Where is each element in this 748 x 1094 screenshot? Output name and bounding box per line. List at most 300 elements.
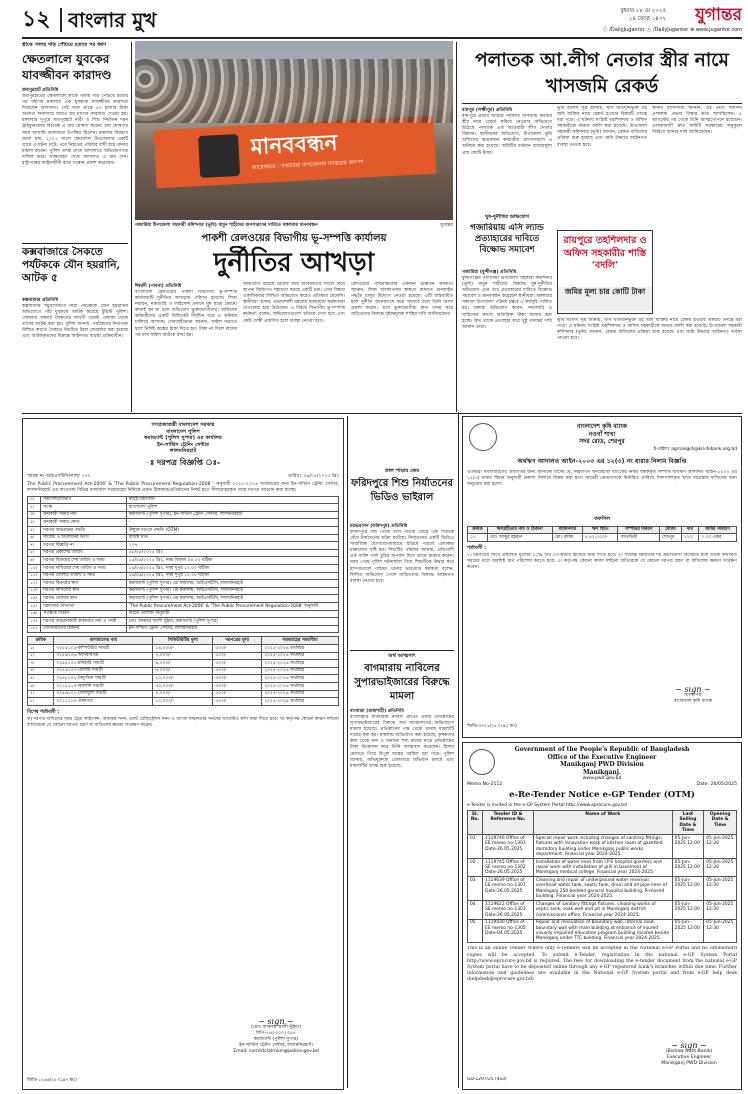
notice-signature	[653, 687, 733, 717]
table-cell: দরপত্র প্রকাশের তারিখ	[41, 549, 126, 557]
table-row	[468, 835, 737, 859]
table-row	[28, 549, 339, 557]
bank-logo	[469, 423, 497, 451]
pwd-letterhead	[467, 746, 737, 776]
table-cell: ৩০,০০০/-	[153, 682, 213, 690]
story-body: স্থানীয় বাসিন্দারা জানান, ওই নেতা দীর্ঘদিন এলাকায় প্রভাব বিস্তার করে আসছিলেন। ৫ আগস্টের পর থেকে তিনি আত্মগোপনে রয়েছেন। এলাকাবাসী দ্রুত জমিটি সরকারের অনুকূলে ফিরিয়ে আনার দাবি জানিয়েছেন।	[652, 106, 742, 136]
story-byline: ঈশ্বরদী (পাবনা) প্রতিনিধি	[135, 284, 182, 289]
column-header: Sl. No.	[468, 811, 483, 835]
notice-line: Manikganj.	[582, 768, 622, 776]
table-cell: যোগাযোগের ঠিকানা	[41, 625, 126, 633]
table-row	[28, 667, 339, 675]
table-cell: Installation of water lines from I.P.S hospital quarters and repair work with installation of grill in basement of Manikganj medical college. Financial year 2024-2025.	[533, 859, 672, 877]
table-row	[28, 595, 339, 603]
table-cell: ০.৩৩ একর	[699, 534, 737, 542]
table-cell: ৫০০/-	[213, 644, 262, 652]
table-cell: ৮।	[28, 698, 54, 706]
news-photo	[135, 41, 453, 220]
table-cell: 1119639 Office of EE memo no-1307 Date-26.05.2025	[483, 877, 534, 901]
table-row	[28, 698, 339, 706]
divider	[22, 243, 128, 244]
bank-email[interactable]: ই-মেইলঃ agrnaogsh@krishibank.org.bd	[653, 446, 737, 452]
table-cell: ১৫/০৬/২০২৫ খ্রিঃ, সময় বিকাল ০৪.০০ ঘটিকা	[126, 557, 338, 565]
table-row	[28, 504, 339, 512]
table-cell: ৫০০/-	[213, 667, 262, 675]
notice-gd-number: GD-1297/25 (4x3)	[467, 1077, 507, 1082]
column-header: মৌজা	[659, 526, 681, 534]
story-headline: পলাতক আ.লীগ নেতার স্ত্রীর নামে খাসজমি রেকর্ড	[475, 50, 729, 97]
column-header: সম্পত্তির বিবরণ	[618, 526, 660, 534]
table-cell: Repair and renovation of boundary wall, internal road, boundary wall with main building at entrance of injured visually impaired education program building located beside Manikganj under TTC building. Financial year 2024-2025.	[533, 919, 672, 943]
table-cell: দরপত্র বিক্রয়ের শেষ তারিখ ও সময়	[41, 557, 126, 565]
table-cell: ২০,০০০/-	[153, 675, 213, 683]
table-cell: ৫০০/-	[213, 682, 262, 690]
table-cell: বসতভিটা	[618, 534, 660, 542]
table-cell: 05-Jun-2025 12:30	[704, 919, 737, 943]
story-body: কক্সবাজার সমুদ্রসৈকতে নারী পর্যটককে যৌন হয়রানির অভিযোগে পাঁচ যুবককে আটক করেছে টুরিস্ট পুলিশ। সোমবার সন্ধ্যায় সৈকতের লাবণী পয়েন্ট এলাকা থেকে তাদের আটক করা হয়। পুলিশ জানায়, পর্যটকদের নিরাপত্তা নিশ্চিত করতে সৈকতে নিয়মিত টহল জোরদার করা হয়েছে এবং আটককৃতদের বিরুদ্ধে আইনগত ব্যবস্থা প্রক্রিয়াধীন।	[22, 304, 128, 340]
signer-line: কমান্ড্যান্ট (পুলিশ সুপার)	[253, 1037, 299, 1042]
notice-title: -ঃ দরপত্র বিজ্ঞপ্তি ঃ-	[145, 457, 221, 467]
story-body: রেলওয়ের পশ্চিমাঞ্চলের একজন ঊর্ধ্বতন কর্মকর্তা জানান, লিজ ব্যবস্থাপনায় স্বচ্ছতা আনতে অনলাইন পদ্ধতি চালুর উদ্যোগ নেওয়া হয়েছে। এটি বাস্তবায়িত হলে দুর্নীতি অনেকাংশে কমে আসবে বলে তিনি আশা প্রকাশ করেন। তবে ভুক্তভোগীরা দ্রুত তদন্ত করে জড়িতদের বিরুদ্ধে দৃষ্টান্তমূলক শাস্তির দাবি জানিয়েছেন।	[351, 282, 453, 318]
table-cell: 1119745 Office of SE memo no-1302 Date-26.05.2025	[483, 859, 534, 877]
table-cell: কমান্ড্যান্ট (পুলিশ সুপার), ইন-সার্ভিস ট্রেনিং সেন্টার, লালমনিরহাট	[126, 511, 338, 519]
table-cell: 05-Jun-2025 12:00	[672, 919, 704, 943]
column-header: ঋণগ্রহীতার নাম ও ঠিকানা	[487, 526, 552, 534]
table-header-row	[468, 526, 737, 534]
notice-line: Manikganj PWD Division	[560, 761, 644, 769]
notice-date: তারিখঃ ২৬/০৫/২০২৫ খ্রিঃ	[287, 473, 339, 479]
notice-line: কমান্ড্যান্ট (পুলিশ সুপার) এর কার্যালয়	[144, 435, 222, 441]
notice-line: Government of the People's Republic of Bangladesh	[514, 746, 690, 753]
table-cell: ৮।	[28, 549, 41, 557]
table-cell: ৩২৫৬১০১-খেলাধুলা সামগ্রী	[54, 690, 153, 698]
signer-line: Executive Engineer	[666, 1055, 712, 1060]
table-row	[28, 557, 339, 565]
pull-quote-title: রায়পুরে তহশিলদার ও অফিস সহকারীর শাস্তি ‘বদলি’	[563, 235, 647, 271]
table-cell: 03	[468, 877, 483, 901]
table-cell: 05-Jun-2025 12:00	[672, 877, 704, 901]
notice-line: বাংলাদেশ কৃষি ব্যাংক	[577, 423, 627, 430]
header-rule	[22, 37, 742, 39]
table-cell: 05-Jun-2025 12:30	[704, 877, 737, 901]
brand-logo: যুগান্তর	[695, 5, 742, 25]
terms-title: শর্তাবলী :	[467, 545, 487, 551]
signer-line: ব্যবস্থাপক	[684, 693, 702, 698]
story-body: অভিযোগ রয়েছে রেলের জমি অবৈধভাবে দখলে নিয়ে স্থাপনা নির্মাণেও সহায়তা করছে একটি চক্র। এসব বিষয়ে একাধিকবার লিখিত অভিযোগ করেও প্রতিকার মেলেনি। স্থানীয়রা বলেন, প্রভাবশালী মহলের ছত্রছায়ায় কর্মকর্তারা বেপরোয়া হয়ে উঠেছেন। এ বিষয়ে বিভাগীয় ভূ-সম্পত্তি কর্মকর্তা বলেন, অভিযোগগুলো খতিয়ে দেখা হবে এবং কেউ দোষী প্রমাণিত হলে ব্যবস্থা নেওয়া হবে।	[243, 282, 345, 324]
story-body: রায়পুরে প্রভাব খাটিয়ে সরকারি খাসজমি নিজের স্ত্রীর নামে রেকর্ড করিয়ে নেওয়ার অভিযোগ উঠেছে পলাতক এক আওয়ামী লীগ নেতার বিরুদ্ধে। স্থানীয়দের অভিযোগ, উপজেলা ভূমি অফিসের কয়েকজন কর্মচারীর যোগসাজশে এ অনিয়ম করা হয়েছে। জমিটির বর্তমান বাজারমূল্য প্রায় কোটি টাকা।	[462, 114, 552, 156]
section-title: বাংলার মুখ	[68, 8, 157, 32]
column-header: সিকিউরিটির মূল্য	[153, 637, 213, 645]
pull-quote	[557, 230, 653, 314]
notice-line: লালমনিরহাট	[169, 448, 197, 454]
table-cell: দরপত্র দাখিলের স্থান	[41, 587, 126, 595]
schedule-title: তফসিল	[594, 515, 610, 522]
table-cell: ২০২৫-২০২৬ অর্থবছর	[262, 667, 339, 675]
story-body: ভূমি অফিস সূত্র জানায়, খাস খতিয়ানভুক্ত ওই জমি ব্যক্তির নামে রেকর্ড হওয়ার বিষয়টি তদন্তে ধরা পড়ে। এ ঘটনায় সংশ্লিষ্ট তহশিলদার ও অফিস সহকারীকে অন্যত্র বদলি করা হয়েছে। উপজেলা সহকারী কমিশনার (ভূমি) জানান, রেকর্ড বাতিলের প্রক্রিয়া শুরু হয়েছে এবং জমি উদ্ধারে আইনগত ব্যবস্থা নেওয়া হবে।	[557, 318, 742, 342]
table-cell: -	[126, 519, 338, 527]
table-cell: উন্মুক্ত দরপত্র পদ্ধতি (OTM)	[126, 527, 338, 535]
table-cell: ২।	[28, 652, 54, 660]
twitter-icon: ⓧ	[646, 27, 652, 33]
story-headline: কক্সবাজারে সৈকতে পর্যটককে যৌন হয়রানি, আটক ৫	[22, 246, 121, 284]
table-cell: ৪।	[28, 519, 41, 527]
table-cell: ৫।	[28, 527, 41, 535]
notice-line: ইন-সার্ভিস ট্রেনিং সেন্টার	[157, 441, 209, 448]
banner-title: মানববন্ধন	[250, 129, 339, 161]
issue-date: বুধবার ২৮ মে ২০২৫	[620, 8, 666, 14]
table-cell: ২০২৫-২০২৬ অর্থবছর	[262, 690, 339, 698]
column-header: সরবরাহের সময়সীমা	[262, 637, 339, 645]
column-header: জমির পরিমাণ	[699, 526, 737, 534]
pwd-website[interactable]: www.pwd.gov.bd	[582, 776, 622, 782]
table-row	[468, 534, 737, 542]
story-kicker: ঘুষ-দুর্নীতির অভিযোগ	[485, 214, 529, 220]
table-header-row	[28, 637, 339, 645]
table-cell: মোঃ করিম	[552, 534, 582, 542]
column-header: জামিনদার	[552, 526, 582, 534]
table-cell: ৩২১১১১৭-জ্বালানি সামগ্রী	[54, 682, 153, 690]
table-row	[28, 652, 339, 660]
story-body: বাংলাদেশ রেলওয়ের পাকশী বিভাগীয় ভূ-সম্পত্তি কার্যালয়টি দুর্নীতির আখড়ায় পরিণত হয়েছে। লিজ নবায়ন, নামজারি ও লাইসেন্স প্রদানে ঘুষ ছাড়া কোনো কাজই হয় না বলে অভিযোগ ভুক্তভোগীদের। অফিসের কর্মচারীদের একটি সিন্ডিকেট দীর্ঘদিন ধরে এ অনিয়ম চালিয়ে আসছে। সেবাগ্রহীতারা জানান, ফাইল নড়াতে হলে নির্দিষ্ট অঙ্কের টাকা দিতে হয়। টাকা না দিলে মাসের পর মাস ফাইল আটকে রাখা হয়।	[135, 290, 237, 338]
column-rule	[131, 42, 132, 412]
notice-memo: Memo No-2112	[467, 782, 503, 788]
table-row	[28, 682, 339, 690]
table-cell: ২০২৫-২০২৬ অর্থবছর	[262, 644, 339, 652]
table-cell: 1119746 Office of EE memo no-1303 Date-26.05.2025	[483, 835, 534, 859]
story-body: ফরিদপুরে গাছ থেকে তাল পাড়ার জেরে এক শিশুকে বেঁধে নির্যাতনের ঘটনা ঘটেছে। নির্যাতনের একটি ভিডিও সামাজিক যোগাযোগমাধ্যমে ছড়িয়ে পড়লে এলাকায় চাঞ্চল্যের সৃষ্টি হয়। শিশুটির পরিবার জানায়, প্রতিবেশী এক ব্যক্তি তাল চুরির অপবাদ দিয়ে তাকে মারধর করেন। খবর পেয়ে পুলিশ ঘটনাস্থলে গিয়ে শিশুটিকে উদ্ধার করে হাসপাতালে পাঠায়। থানার ভারপ্রাপ্ত কর্মকর্তা বলেন, লিখিত অভিযোগ পেলে জড়িতদের বিরুদ্ধে আইনগত ব্যবস্থা নেওয়া হবে।	[350, 530, 454, 584]
table-row	[28, 587, 339, 595]
table-row	[28, 496, 339, 504]
table-cell: ৩২৫৫১০১-মনিহারি সামগ্রী	[54, 660, 153, 668]
story-byline: কক্সবাজার প্রতিনিধি	[22, 298, 59, 303]
column-header: দাগ	[681, 526, 698, 534]
table-cell: ৫,৪২,০০০/-	[582, 534, 618, 542]
column-header: ক্রমিক	[28, 637, 54, 645]
table-cell: ৫০০/-	[213, 690, 262, 698]
table-cell: ৭,০০০/-	[153, 652, 213, 660]
tender-table	[467, 810, 737, 943]
table-cell: 05-Jun-2025 12:00	[672, 835, 704, 859]
table-row	[28, 644, 339, 652]
story-kicker: স্ত্রীকে গলায় দড়ি পেঁচিয়ে হত্যার পর ধর্ষণ	[22, 42, 107, 48]
header-divider	[60, 8, 62, 32]
table-cell: ৩২৫৬১০৩-ধোলাই সামগ্রী	[54, 667, 153, 675]
signature-mark: ~ sign ~	[258, 1019, 294, 1026]
table-cell: ক্রয়কারী সত্তার কোড	[41, 519, 126, 527]
table-cell: স্বরাষ্ট্র মন্ত্রণালয়	[126, 496, 338, 504]
signer-line: বিপি-৭৬০৩০০২৩৫৪	[256, 1031, 296, 1036]
table-row	[28, 580, 339, 588]
column-header: ক্রমিক	[468, 526, 488, 534]
notice-line: নওগাঁ শাখা	[588, 430, 616, 438]
table-row	[28, 572, 339, 580]
table-cell: ২০২৫-২০২৬ অর্থবছর	[262, 682, 339, 690]
signature-mark: ~ sign ~	[675, 687, 711, 694]
table-cell: 05-Jun-2025 12:30	[704, 859, 737, 877]
story-byline: জয়পুরহাট প্রতিনিধি	[22, 88, 59, 93]
table-cell: 05-Jun-2025 12:30	[704, 901, 737, 919]
photo-caption: গজারিয়া উপজেলা সহকারী কমিশনার (ভূমি) মামুন শাহীদের অপসারণের দাবিতে মঙ্গলবার মানববন্ধন	[135, 223, 318, 228]
table-cell: ৭।	[28, 690, 54, 698]
table-cell: ১৬/০৬/২০২৫ খ্রিঃ, সময় দুপুর ১২.৩০ ঘটিকা	[126, 572, 338, 580]
table-cell: 01	[468, 835, 483, 859]
issue-date-alt: ১৪ জ্যৈষ্ঠ ১৪৩২	[628, 16, 666, 22]
table-cell: ৩২৫৮১০২-বৈদ্যুতিক সামগ্রী	[54, 675, 153, 683]
table-cell: ৩২৫৬১০৬-আসবাবপত্র	[54, 652, 153, 660]
table-row	[28, 565, 339, 573]
signature-mark: ~ sign ~	[671, 1043, 707, 1050]
banner	[154, 116, 437, 189]
table-cell: ১৪।	[28, 595, 41, 603]
table-cell: 05	[468, 919, 483, 943]
story-body: ভূমি অফিস সূত্র জানায়, খাস খতিয়ানভুক্ত ওই জমি ব্যক্তির নামে রেকর্ড হওয়ার বিষয়টি তদন্তে ধরা পড়ে। এ ঘটনায় সংশ্লিষ্ট তহশিলদার ও অফিস সহকারীকে অন্যত্র বদলি করা হয়েছে। উপজেলা সহকারী কমিশনার (ভূমি) জানান, রেকর্ড বাতিলের প্রক্রিয়া শুরু হয়েছে এবং জমি উদ্ধারে আইনগত ব্যবস্থা নেওয়া হবে।	[557, 106, 647, 148]
table-cell: ১২৩	[681, 534, 698, 542]
notice-line: গণপ্রজাতন্ত্রী বাংলাদেশ সরকার	[151, 422, 215, 428]
table-cell: 05-Jun-2025 12:00	[672, 901, 704, 919]
table-cell: 05-Jun-2025 12:30	[704, 835, 737, 859]
table-cell: ১১।	[28, 572, 41, 580]
signer-line: (মোঃ আকবর আলী ভূঁইয়া)	[251, 1025, 301, 1030]
notice-line: বাংলাদেশ পুলিশ	[166, 428, 200, 435]
table-cell: ১৮।	[28, 625, 41, 633]
table-cell: ২৮/০৫/২০২৫ খ্রিঃ	[126, 549, 338, 557]
table-cell: ৬,০০০/-	[153, 660, 213, 668]
signer-line: বাংলাদেশ কৃষি ব্যাংক	[674, 699, 712, 704]
table-row	[28, 625, 339, 633]
table-cell: ৩।	[28, 511, 41, 519]
column-header: ঋণ স্থিতি	[582, 526, 618, 534]
divider	[350, 650, 454, 651]
column-header: Tender ID & Reference No.	[483, 811, 534, 835]
column-header: Name of Work	[533, 811, 672, 835]
story-headline: গজারিয়ায় এসি ল্যান্ড প্রত্যাহারের দাবিতে বিক্ষোভ সমাবেশ	[470, 223, 544, 255]
table-cell: ৫০০/-	[213, 698, 262, 706]
column-rule	[458, 412, 459, 1088]
table-cell: ১০,০০০/-	[153, 698, 213, 706]
table-cell: ৩।	[28, 660, 54, 668]
table-cell: ৬।	[28, 534, 41, 542]
signer-line: (Bishaw Nath Banik)	[665, 1049, 713, 1054]
table-cell: ৯।	[28, 557, 41, 565]
terms-text: ১। দরপত্রের সাথে প্রস্তাবিত মূল্যের ১০% অর্থ পে-অর্ডার হিসেবে জমা দিতে হবে। ২। সর্বোচ্চ দরদাতার দর গ্রহণযোগ্য বিবেচিত হলে তাকে নির্ধারিত সময়ের মধ্যে অবশিষ্ট অর্থ পরিশোধ করতে হবে। ৩। কর্তৃপক্ষ কোনো কারণ দর্শানো ব্যতিরেকে যে কোনো দরপত্র গ্রহণ বা বাতিলের ক্ষমতা সংরক্ষণ করেন।	[467, 552, 737, 570]
notice-line: সদর রোড, শেরপুর	[579, 438, 625, 445]
table-cell: ৬।	[28, 682, 54, 690]
divider	[462, 103, 742, 104]
table-row	[28, 519, 339, 527]
table-row	[28, 690, 339, 698]
gov-logo	[469, 749, 495, 775]
table-cell: সংক্ষিপ্ত বিবরণ	[41, 610, 126, 618]
table-cell: দরপত্র আহ্বানকারী কর্মকর্তার নাম ও পদবী	[41, 618, 126, 626]
table-row	[28, 675, 339, 683]
table-cell: Changes of sanitary fittings fixtures, cleaning works of septic tank, soak well and pit in Manikganj district commissioner office. Financial year 2024-2025.	[533, 901, 672, 919]
notice-title: e-Re-Tender Notice e-GP Tender (OTM)	[509, 790, 695, 801]
table-cell: ৩২১১১১০-ঔষধপত্র	[54, 698, 153, 706]
table-cell: দরপত্র বিজ্ঞপ্তি নং	[41, 542, 126, 550]
banner-portrait	[198, 134, 240, 178]
notice-line: Office of the Executive Engineer	[547, 753, 657, 761]
story-byline: গজারিয়া (মুন্সীগঞ্জ) প্রতিনিধি	[462, 270, 517, 275]
notice-intro: The Public Procurement Act-2006' & 'The Public Procurement Regulation-2008 ' অনুযায়ী ২০২৫-২০২৬ অর্থবছরের জন্য ইন-সার্ভিস ট্রেনিং সেন্টার, লালমনিরহাট এর আওতায় বিভিন্ন মালামাল সরবরাহের নিমিত্তে প্রকৃত ঠিকাদার/প্রতিষ্ঠানের নিকট হতে সীলমোহরকৃত খামে দরপত্র আহ্বান করা যাচ্ছে।	[27, 481, 339, 493]
social-bar	[530, 26, 742, 35]
notice-footer-text: This is an online Tender Where only e-Tenders will be accepted in the National e-GP Portal and no offline/hard copies will be accepted. To submit e-Tender, registration in the national e-GP System Portal http://www.eprocure.gov.bd is required. The fees for downloading the e-tender document from the national e-GP System portal have to be deposited online through any e-GP registered bank's branches within due time. Further information and guidelines are available in the National e-GP System portal and from e-GP help desk (helpdesk@eprocure.gov.bd).	[467, 946, 737, 982]
story-byline: রায়পুর (লক্ষ্মীপুর) প্রতিনিধি	[462, 108, 513, 113]
schedule-table	[467, 526, 737, 542]
table-cell: মন্ত্রণালয়/বিভাগ	[41, 496, 126, 504]
table-row	[468, 901, 737, 919]
table-cell: ১৩।	[28, 587, 41, 595]
tender-items-table	[27, 636, 339, 705]
terms-title: বিশেষ শর্তাবলী :	[27, 709, 60, 715]
table-cell: 1119430 Office of EE memo no-1305 Date-04.05.2025	[483, 919, 534, 943]
table-cell: ৫০০/-	[213, 675, 262, 683]
notice-memo: স্মারক নং-আইএসটিসি/লাল/ ২৩৭	[27, 473, 91, 479]
story-kicker: অর্থ আত্মসাৎ	[388, 653, 416, 659]
table-cell: বাংলাদেশ পুলিশ	[126, 504, 338, 512]
section-rule	[22, 413, 742, 414]
notice-title: অর্থঋণ আদালত আইন-২০০৩ এর ১২(৩) নং ধারার নিলাম বিজ্ঞপ্তি	[517, 457, 687, 465]
column-header: মালামালের নাম	[54, 637, 153, 645]
table-cell: মোঃ আব্দুর রহমান	[487, 534, 552, 542]
notice-letterhead	[27, 422, 339, 455]
notice-gd-number: জিডি-১২৬৬/২৫ (১x৭ কঃ)	[27, 1078, 77, 1083]
terms-text: ক) দরপত্র দাখিলের সময় ট্রেড লাইসেন্স, আয়কর সনদ, ভ্যাট রেজিস্ট্রেশন সনদ ও ব্যাংক সচ্ছলতার সনদের সত্যায়িত কপি জমা দিতে হবে। খ) কর্তৃপক্ষ কোনো কারণ দর্শানো ব্যতিরেকে যে কোনো দরপত্র গ্রহণ বা বাতিলের ক্ষমতা সংরক্ষণ করেন।	[27, 716, 339, 728]
story-body: রাজশাহীর বাগমারায় নাবিল গ্রুপের একটি প্রতিষ্ঠানের সুপারভাইজারের বিরুদ্ধে অর্থ আত্মসাতের অভিযোগে মামলা হয়েছে। প্রতিষ্ঠানের পক্ষ থেকে থানায় মামলাটি দায়ের করা হয়। মামলায় অভিযোগ করা হয়েছে, কৃষকদের কাছ থেকে ধান ও অন্যান্য শস্য ক্রয়ের নামে প্রতিষ্ঠানের টাকা উত্তোলন করে তিনি আত্মসাৎ করেছেন। হিসাব মেলাতে গিয়ে বিপুল অঙ্কের গরমিল ধরা পড়ে। পুলিশ জানায়, অভিযুক্তকে গ্রেফতারে অভিযান চলছে এবং মামলাটির তদন্ত শুরু হয়েছে।	[350, 715, 454, 769]
table-cell: দরপত্র বিক্রয়ের স্থান	[41, 580, 126, 588]
social-handle-2[interactable]: /DailyJugantor	[652, 27, 689, 33]
page-number: ১২	[22, 7, 51, 32]
notice-gd-number: জিডি-৩৩২১/২৫ (২x৫ কঃ)	[467, 724, 517, 729]
table-cell: ১।	[28, 644, 54, 652]
table-row	[28, 660, 339, 668]
column-header: Last Selling Date & Time	[672, 811, 704, 835]
table-cell: ১।	[28, 496, 41, 504]
table-cell: বাজেট ও অর্থায়নের উৎস	[41, 534, 126, 542]
notice-date: Date: 26/05/2025	[696, 782, 737, 788]
table-cell: কমান্ড্যান্ট (পুলিশ সুপার) এর কার্যালয়, আইএসটিসি, লালমনিরহাট	[126, 580, 338, 588]
table-cell: দরপত্র খোলার তারিখ ও সময়	[41, 572, 126, 580]
table-cell: ৪।	[28, 667, 54, 675]
table-cell: শেরপুর	[659, 534, 681, 542]
story-byline: চরভদ্রাসন (ফরিদপুর) প্রতিনিধি	[350, 524, 408, 529]
table-cell: ২০২৫-২০২৬ অর্থবছর	[262, 652, 339, 660]
notice-note: e-Tender is invited in the e-GP System Portal http://www.eprocure.gov.bd	[467, 803, 627, 809]
table-cell: Cleaning and repair of underground water reservoir, overhead water tank, septic tank, drain and all pipe lines of Manikganj 250 bedded general hospital building, R-moved building. Financial year 2024-2025.	[533, 877, 672, 901]
table-cell: 04	[468, 901, 483, 919]
globe-icon: ⊕	[689, 27, 695, 33]
column-header: দরপত্রের মূল্য	[213, 637, 262, 645]
table-cell: দরপত্র খোলার স্থান	[41, 595, 126, 603]
table-row	[28, 603, 339, 611]
table-cell: 05-Jun-2025 12:00	[672, 859, 704, 877]
table-cell: ইন-সার্ভিস ট্রেনিং সেন্টার, লালমনিরহাট	[126, 625, 338, 633]
table-cell: ২।	[28, 504, 41, 512]
column-rule	[456, 42, 457, 412]
signer-line: Manikganj PWD Division	[661, 1061, 717, 1066]
story-byline: বাগমারা (রাজশাহী) প্রতিনিধি	[350, 709, 404, 714]
story-body: জয়পুরহাটের ক্ষেতলালে স্ত্রীকে গলায় দড়ি পেঁচিয়ে হত্যার পর ধর্ষণের মামলায় এক যুবককে যাবজ্জীবন কারাদণ্ড দিয়েছেন আদালত। সেই সঙ্গে তাকে ৫০ হাজার টাকা অর্থদণ্ড অনাদায়ে আরও ছয় মাসের কারাদণ্ড দেওয়া হয়। মঙ্গলবার দুপুরে জয়পুরহাট নারী ও শিশু নির্যাতন দমন ট্রাইব্যুনালের বিচারক এ রায় ঘোষণা করেন। রায় ঘোষণার সময় আসামি আদালতে উপস্থিত ছিলেন। মামলার বিবরণে জানা যায়, ২০২২ সালে ক্ষেতলাল উপজেলার একটি গ্রামে এ ঘটনা ঘটে। পরে নিহতের পরিবার বাদী হয়ে থানায় মামলা করেন। পুলিশ তদন্ত শেষে আদালতে অভিযোগপত্র দাখিল করে। সাক্ষ্যগ্রহণ শেষে আদালত এ রায় দেন। রাষ্ট্রপক্ষের আইনজীবী রায়ে সন্তোষ প্রকাশ করেছেন।	[22, 94, 128, 167]
table-row	[28, 534, 339, 542]
table-cell: ৫।	[28, 675, 54, 683]
story-headline: ক্ষেতলালে যুবকের যাবজ্জীবন কারাদণ্ড	[22, 52, 112, 82]
table-cell: ৫,০০০/-	[153, 690, 213, 698]
table-header-row	[468, 811, 737, 835]
story-headline: ফরিদপুরে শিশু নির্যাতনের ভিডিও ভাইরাল	[350, 478, 454, 503]
table-cell: 02	[468, 859, 483, 877]
bank-auction-notice	[462, 416, 742, 738]
table-cell: মোঃ আকবর আলী ভূঁইয়া, কমান্ড্যান্ট (পুলিশ সুপার)	[126, 618, 338, 626]
table-cell: ১৭।	[28, 618, 41, 626]
bank-letterhead	[467, 423, 737, 446]
table-cell: 1119622 Office of SE memo no-1303 Date-26.05.2025	[483, 901, 534, 919]
table-row	[468, 859, 737, 877]
table-cell: ২০২৫-২০২৬ অর্থবছর	[262, 660, 339, 668]
pwd-tender-notice	[462, 742, 742, 1090]
signer-email[interactable]: Email: comistclalmoni@police.gov.bd	[233, 1049, 319, 1054]
table-cell: দরদাতার যোগ্যতা	[41, 603, 126, 611]
signer-line: ইন-সার্ভিস ট্রেনিং সেন্টার, লালমনিরহাট।	[239, 1043, 313, 1048]
table-row	[28, 511, 339, 519]
story-kicker: তাল পাড়ার জের	[384, 468, 420, 474]
table-cell: ৭।	[28, 542, 41, 550]
table-row	[468, 877, 737, 901]
table-cell: নিচের তালিকা অনুযায়ী	[126, 610, 338, 618]
table-cell: দরপত্র আহ্বানের পদ্ধতি	[41, 527, 126, 535]
table-cell: ৫০০/-	[213, 652, 262, 660]
table-cell: ৫০০/-	[213, 660, 262, 668]
table-cell: সংস্থা	[41, 504, 126, 512]
table-cell: ৩২৫৫১০৫-কম্পিউটার সামগ্রী	[54, 644, 153, 652]
column-rule	[347, 416, 348, 1088]
notice-body: এতদ্বারা সর্বসাধারণের অবগতির জন্য জানানো যাচ্ছে যে, নিম্নবর্ণিত ঋণগ্রহীতা ব্যাংকের নিকট বন্ধককৃত সম্পত্তি অর্থঋণ আদালত আইন-২০০৩ এর ১২(৩) ধারার বিধান অনুযায়ী প্রকাশ্য নিলামে বিক্রয় করা হবে। আগ্রহী ক্রেতাগণকে নির্ধারিত তারিখে সিলগালাকৃত খামে দরপ্রস্তাব দাখিলের জন্য অনুরোধ করা হলো।	[467, 469, 737, 487]
table-row	[28, 542, 339, 550]
notice-signature	[213, 1019, 339, 1081]
table-cell: 'The Public Procurement Act-2006' & 'The Public Procurement Regulation-2008' অনুযায়ী	[126, 603, 338, 611]
table-cell: ১৪,০০০/-	[153, 644, 213, 652]
table-row	[28, 527, 339, 535]
table-row	[28, 618, 339, 626]
table-cell: ০১	[468, 534, 488, 542]
table-row	[468, 919, 737, 943]
story-kicker: পাকশী রেলওয়ের বিভাগীয় ভূ-সম্পত্তি কার্যালয়	[201, 233, 387, 244]
column-header: Opening Date & Time	[704, 811, 737, 835]
website-link[interactable]: www.jugantor.com	[695, 27, 742, 33]
social-handle-1[interactable]: /DailyJugantor	[609, 27, 645, 33]
table-cell: ১৬।	[28, 610, 41, 618]
crowd	[135, 59, 453, 123]
table-cell: ১২।	[28, 580, 41, 588]
notice-signature	[643, 1043, 735, 1083]
photo-credit: যুগান্তর	[440, 223, 453, 228]
table-cell: কমান্ড্যান্ট (পুলিশ সুপার) এর কার্যালয়, আইএসটিসি, লালমনিরহাট	[126, 587, 338, 595]
table-cell: রাজস্ব খাত	[126, 534, 338, 542]
table-cell: ২০২৫-২০২৬ অর্থবছর	[262, 675, 339, 683]
facebook-icon: ⓕ	[602, 27, 608, 33]
table-cell: ১০।	[28, 565, 41, 573]
table-cell: Special repair work including changes of sanitary fittings, fixtures with renovation work of kitchen room of gazetted dormitory building under Manikganj public works department. Financial year 2024-2025.	[533, 835, 672, 859]
table-cell: ২৩৭	[126, 542, 338, 550]
story-headline: দুর্নীতির আখড়া	[213, 248, 375, 278]
pull-quote-subtitle: জমির মূল্য চার কোটি টাকা	[558, 287, 652, 311]
table-cell: ৬,০০০/-	[153, 667, 213, 675]
table-cell: ১৬/০৬/২০২৫ খ্রিঃ, সময় দুপুর ১২.০০ ঘটিকা	[126, 565, 338, 573]
table-cell: ক্রয়কারী সত্তার নাম	[41, 511, 126, 519]
table-cell: ২০২৫-২০২৬ অর্থবছর	[262, 698, 339, 706]
table-cell: ১৫।	[28, 603, 41, 611]
table-row	[28, 610, 339, 618]
story-headline: বাগমারায় নাবিলের সুপারভাইজারের বিরুদ্ধে মামলা	[354, 663, 450, 702]
tender-info-table	[27, 496, 339, 634]
